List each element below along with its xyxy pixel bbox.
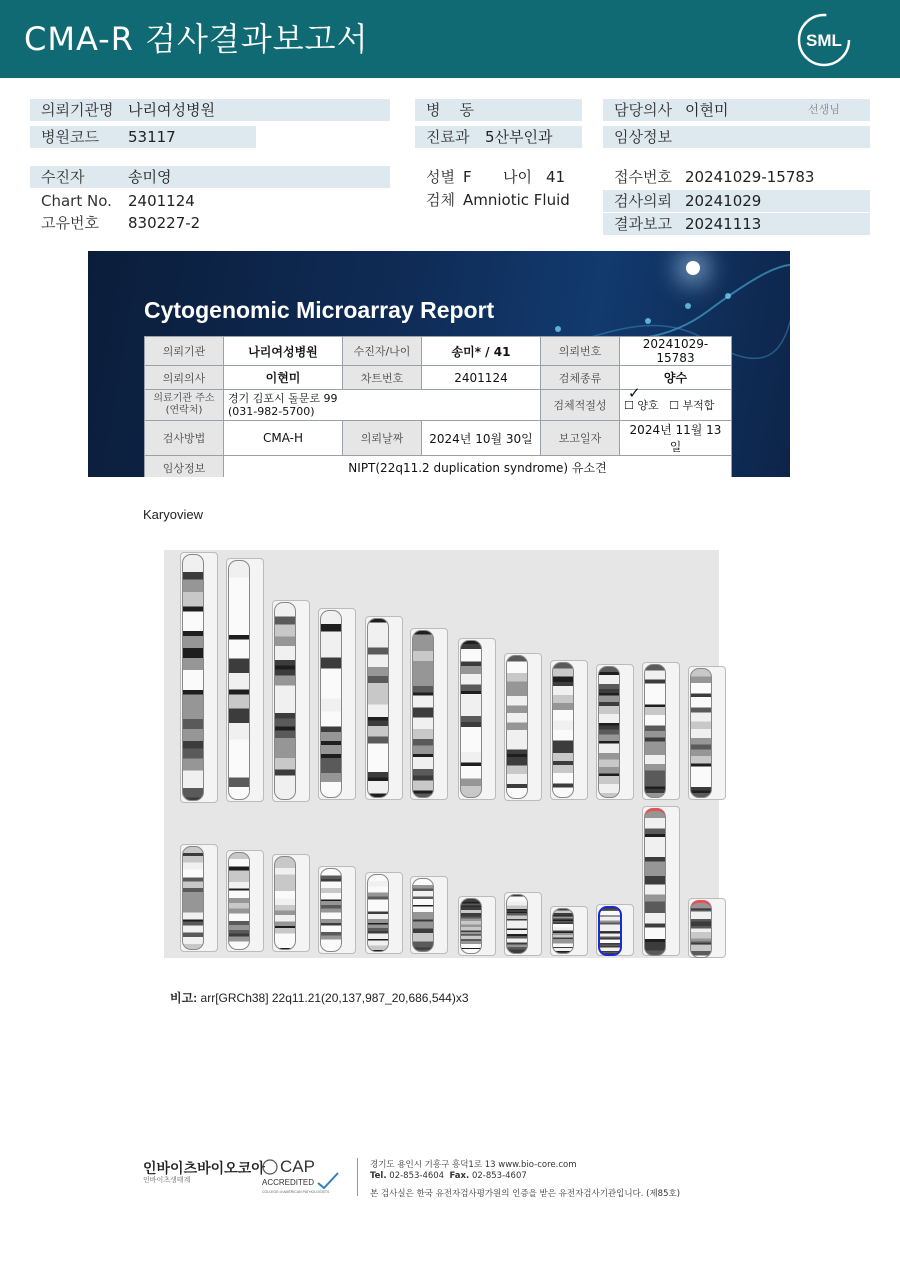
company-logo: 인바이츠바이오코아	[143, 1161, 265, 1177]
svg-text:COLLEGE of AMERICAN PATHOLOGIS: COLLEGE of AMERICAN PATHOLOGISTS	[262, 1190, 330, 1194]
chromosome-7	[460, 640, 482, 798]
note-line: 비고: arr[GRCh38] 22q11.21(20,137,987_20,686,544)x3	[170, 991, 469, 1005]
hospital-code-field: 병원코드 53117	[30, 126, 256, 148]
cap-accredited-logo-icon	[262, 1155, 344, 1195]
chromosome-11	[644, 664, 666, 798]
svg-text:SML: SML	[806, 31, 842, 50]
chromosome-16	[320, 868, 342, 952]
chromosome-8	[506, 655, 528, 799]
sex-age-field: 성별 F 나이 41	[426, 168, 566, 186]
chromosome-24	[690, 900, 712, 958]
chromosome-10	[598, 666, 620, 798]
dept-field: 진료과 5산부인과	[415, 126, 582, 148]
hospital-code-value: 53117	[128, 128, 176, 146]
ward-field: 병 동	[415, 99, 582, 121]
result-value: 20241113	[685, 215, 762, 233]
result-field: 결과보고 20241113	[603, 213, 870, 235]
report-title: CMA-R 검사결과보고서	[24, 20, 369, 58]
chromosome-13	[182, 846, 204, 950]
lab-phone: Tel. 02-853-4604 Fax. 02-853-4607	[370, 1171, 527, 1181]
lab-address: 경기도 용인시 기흥구 흥덕1로 13 www.bio-core.com	[370, 1160, 577, 1170]
company-sub: 인바이츠생태계	[143, 1176, 191, 1184]
age-value: 41	[546, 168, 566, 186]
chromosome-20	[506, 894, 528, 954]
doctor-field: 담당의사 이현미 선생님	[603, 99, 870, 121]
specimen-field: 검체 Amniotic Fluid	[426, 191, 570, 209]
footer-divider	[357, 1158, 358, 1196]
svg-text:CAP: CAP	[280, 1157, 315, 1176]
request-value: 20241029	[685, 192, 762, 210]
request-field: 검사의뢰 20241029	[603, 190, 870, 212]
patient-value: 송미영	[128, 168, 172, 186]
patient-field: 수진자 송미영	[30, 166, 390, 188]
light-glow	[686, 261, 700, 275]
dept-value: 5산부인과	[485, 128, 553, 146]
clinical-field: 임상정보	[603, 126, 870, 148]
lab-certification: 본 검사실은 한국 유전자검사평가원의 인증을 받은 유전자검사기관입니다. (제85호)	[370, 1189, 681, 1199]
address-line: 경기 김포시 돌문로 99	[228, 392, 338, 405]
chromosome-17	[367, 874, 389, 952]
sex-value: F	[463, 168, 472, 186]
karyoview-label: Karyoview	[143, 507, 203, 522]
svg-text:ACCREDITED: ACCREDITED	[262, 1178, 315, 1187]
chromosome-2	[228, 560, 250, 800]
phone-line: (031-982-5700)	[228, 405, 315, 418]
chromosome-19	[460, 898, 482, 954]
chromosome-4	[320, 610, 342, 798]
chromosome-6	[412, 630, 434, 798]
receipt-value: 20241029-15783	[685, 168, 815, 186]
chromosome-21	[552, 908, 574, 954]
chromosome-15	[274, 856, 296, 950]
report-table: 의뢰기관 나리여성병원 수진자/나이 송미* / 41 의뢰번호 20241029-15783 의뢰의사 이현미 차트번호 2401124 검체종류 양수 의료기관 주소 (연락처) 경기 김포시 돌문로 99 (031-982-5700) 검체적절성 ✓ ☐ 양호 ☐ 부적합 검사방법 CMA-H 의뢰날짜 2024년 10월 30일 보고일자 2024년 11월 13일 임상정보 NIPT(22q11.2 duplication syndrome) 유소견	[144, 336, 732, 477]
banner-title: Cytogenomic Microarray Report	[144, 297, 495, 323]
chromosome-9	[552, 662, 574, 798]
chromosome-12	[690, 668, 712, 798]
chart-field: Chart No. 2401124	[41, 192, 195, 210]
chromosome-14	[228, 852, 250, 950]
sml-logo-icon	[796, 12, 852, 68]
unique-field: 고유번호 830227-2	[41, 214, 201, 232]
institution-value: 나리여성병원	[128, 101, 215, 119]
chromosome-1	[182, 554, 204, 801]
clinical-info-value: NIPT(22q11.2 duplication syndrome) 유소견	[224, 456, 732, 478]
karyogram-panel	[164, 550, 719, 958]
chromosome-23	[644, 808, 666, 956]
chromosome-22	[598, 906, 622, 956]
chromosome-3	[274, 602, 296, 800]
unique-value: 830227-2	[128, 214, 201, 232]
report-header	[0, 0, 900, 78]
institution-field: 의뢰기관명 나리여성병원	[30, 99, 390, 121]
specimen-value: Amniotic Fluid	[463, 191, 570, 209]
receipt-field: 접수번호 20241029-15783	[614, 168, 815, 186]
check-mark-icon: ✓	[628, 384, 641, 402]
chromosome-18	[412, 878, 434, 952]
report-banner	[88, 251, 790, 477]
chromosome-5	[367, 618, 389, 798]
doctor-value: 이현미	[685, 101, 729, 119]
chart-value: 2401124	[128, 192, 195, 210]
note-text: arr[GRCh38] 22q11.21(20,137,987_20,686,544)x3	[200, 991, 469, 1005]
